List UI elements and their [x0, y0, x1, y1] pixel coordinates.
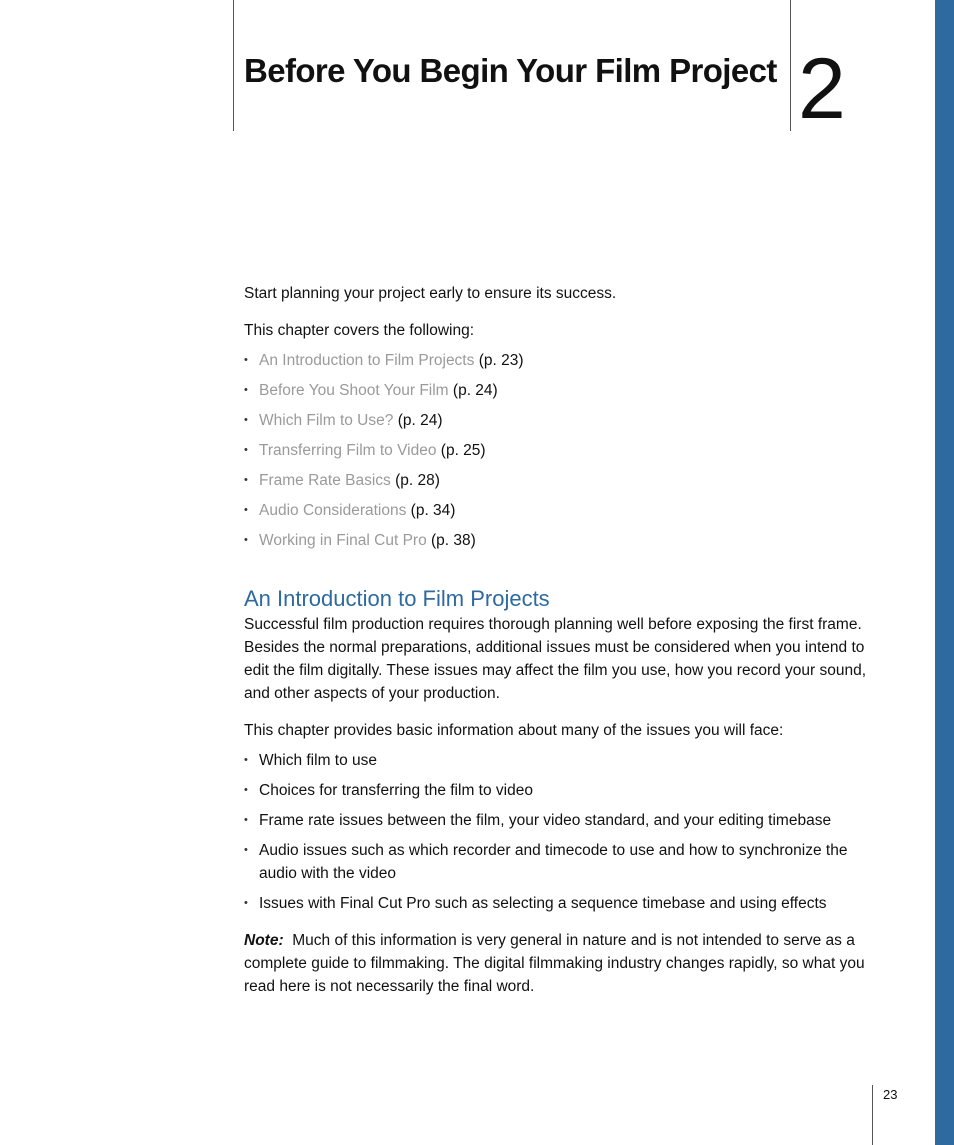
issue-item: • Issues with Final Cut Pro such as selecting a sequence timebase and using effects: [244, 892, 876, 915]
section-paragraph-1: Successful film production requires thorough planning well before exposing the first frame. Besides the normal preparations, additional issues must be considered when you intend to edit the film digitally. These issues may affect the film you use, how you record your sound, and other aspects of your production.: [244, 616, 867, 702]
covers-label: This chapter covers the following:: [244, 322, 475, 339]
toc-page-ref: (p. 24): [397, 412, 443, 429]
toc-page-ref: (p. 38): [431, 532, 476, 549]
chapter-toc-list: [244, 349, 876, 552]
toc-item: [244, 529, 876, 552]
title-left-rule: [233, 0, 234, 131]
toc-link[interactable]: Transferring Film to Video: [259, 442, 437, 459]
issue-item: • Which film to use: [244, 749, 876, 772]
page-number: 23: [883, 1087, 898, 1102]
note-paragraph: [244, 929, 876, 998]
toc-link[interactable]: Before You Shoot Your Film: [259, 382, 449, 399]
intro-lead: Start planning your project early to ensure its success.: [244, 285, 617, 302]
issue-item: • Choices for transferring the film to video: [244, 779, 876, 802]
page-content: [244, 282, 876, 998]
toc-link[interactable]: Which Film to Use?: [259, 412, 394, 429]
toc-item: [244, 439, 876, 462]
chapter-number: 2: [798, 41, 846, 137]
toc-link[interactable]: Working in Final Cut Pro: [259, 532, 427, 549]
issue-item: • Audio issues such as which recorder and timecode to use and how to synchronize the audio with the video: [244, 839, 876, 885]
chapter-side-bar: [935, 0, 954, 1145]
toc-link[interactable]: An Introduction to Film Projects: [259, 352, 475, 369]
issues-list: [244, 749, 876, 915]
toc-page-ref: (p. 28): [395, 472, 440, 489]
toc-item: [244, 499, 876, 522]
footer-rule: [872, 1085, 873, 1145]
note-label: Note:: [244, 932, 284, 949]
toc-item: [244, 349, 876, 372]
toc-page-ref: (p. 25): [440, 442, 486, 459]
issue-item: • Frame rate issues between the film, your video standard, and your editing timebase: [244, 809, 876, 832]
toc-page-ref: (p. 34): [410, 502, 456, 519]
title-right-rule: [790, 0, 791, 131]
toc-link[interactable]: Frame Rate Basics: [259, 472, 391, 489]
chapter-title: Before You Begin Your Film Project: [244, 52, 777, 89]
toc-item: [244, 379, 876, 402]
section-paragraph-2: This chapter provides basic information about many of the issues you will face:: [244, 722, 784, 739]
toc-item: [244, 409, 876, 432]
toc-page-ref: (p. 24): [452, 382, 498, 399]
toc-link[interactable]: Audio Considerations: [259, 502, 407, 519]
note-text: Much of this information is very general in nature and is not intended to serve as a complete guide to filmmaking. The digital filmmaking industry changes rapidly, so what you read here is not necessarily the final word.: [244, 932, 865, 995]
toc-item: [244, 469, 876, 492]
section-heading: An Introduction to Film Projects: [244, 586, 550, 611]
toc-page-ref: (p. 23): [478, 352, 524, 369]
